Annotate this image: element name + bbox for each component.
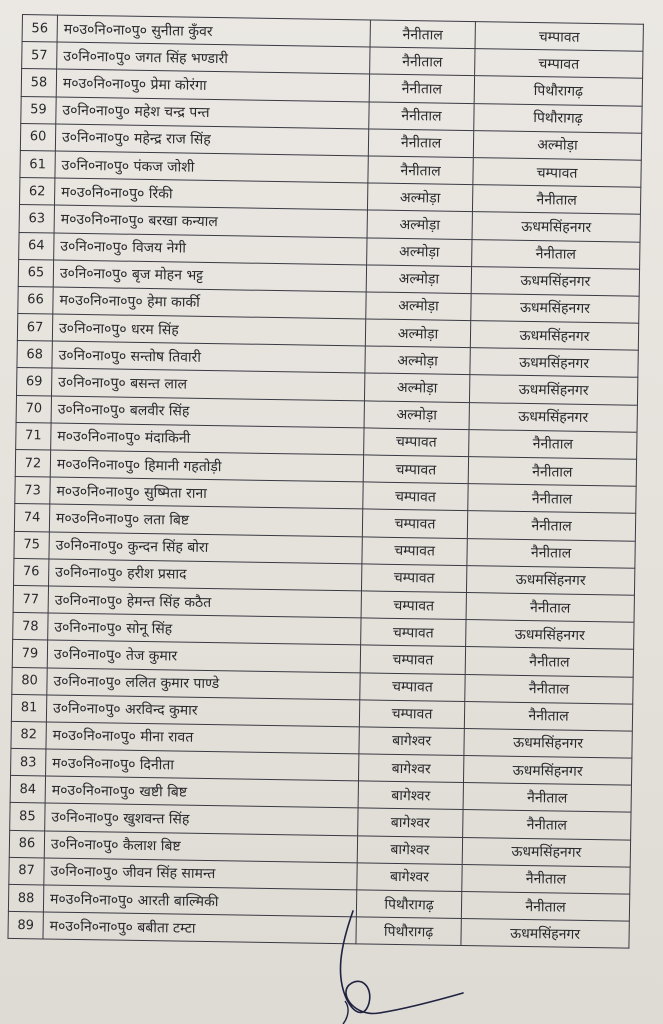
current-district: चम्पावत xyxy=(363,482,468,511)
transfer-district: नैनीताल xyxy=(465,647,633,677)
current-district: अल्मोड़ा xyxy=(364,373,469,402)
row-number: 82 xyxy=(11,721,46,749)
current-district: चम्पावत xyxy=(363,455,468,484)
row-number: 80 xyxy=(12,667,47,695)
row-number: 78 xyxy=(13,613,48,641)
row-number: 77 xyxy=(13,585,48,613)
current-district: नैनीताल xyxy=(368,129,473,158)
officer-name: म०उ०नि०ना०पु० लता बिष्ट xyxy=(49,504,362,536)
current-district: चम्पावत xyxy=(361,591,466,620)
current-district: पिथौरागढ़ xyxy=(356,917,461,946)
current-district: नैनीताल xyxy=(369,102,474,131)
officer-name: उ०नि०ना०पु० बृज मोहन भट्ट xyxy=(53,260,366,292)
row-number: 60 xyxy=(20,123,55,151)
current-district: अल्मोड़ा xyxy=(367,183,472,212)
transfer-district: ऊधमसिंहनगर xyxy=(463,756,631,786)
transfer-district: नैनीताल xyxy=(472,239,640,269)
officer-name: म०उ०नि०ना०पु० मीना रावत xyxy=(46,722,359,754)
officer-name: उ०नि०ना०पु० जीवन सिंह सामन्त xyxy=(44,858,357,890)
current-district: चम्पावत xyxy=(361,618,466,647)
officer-name: उ०नि०ना०पु० विजय नेगी xyxy=(54,233,367,265)
current-district: चम्पावत xyxy=(364,428,469,457)
row-number: 83 xyxy=(11,748,46,776)
current-district: नैनीताल xyxy=(370,47,475,76)
officer-name: उ०नि०ना०पु० बलवीर सिंह xyxy=(51,396,364,428)
current-district: अल्मोड़ा xyxy=(367,210,472,239)
transfer-district: ऊधमसिंहनगर xyxy=(472,212,640,242)
transfer-district: ऊधमसिंहनगर xyxy=(469,375,637,405)
row-number: 62 xyxy=(20,178,55,206)
transfer-district: नैनीताल xyxy=(462,864,630,894)
current-district: नैनीताल xyxy=(369,74,474,103)
row-number: 89 xyxy=(8,912,43,940)
current-district: अल्मोड़ा xyxy=(366,265,471,294)
row-number: 66 xyxy=(18,286,53,314)
row-number: 68 xyxy=(17,341,52,369)
transfer-district: ऊधमसिंहनगर xyxy=(470,321,638,351)
current-district: चम्पावत xyxy=(360,645,465,674)
officer-name: उ०नि०ना०पु० महेन्द्र राज सिंह xyxy=(55,124,368,156)
row-number: 65 xyxy=(18,259,53,287)
transfer-district: ऊधमसिंहनगर xyxy=(462,837,630,867)
current-district: नैनीताल xyxy=(370,20,475,49)
row-number: 59 xyxy=(21,96,56,124)
current-district: अल्मोड़ा xyxy=(365,319,470,348)
transfer-district: ऊधमसिंहनगर xyxy=(471,266,639,296)
row-number: 86 xyxy=(9,830,44,858)
row-number: 85 xyxy=(10,803,45,831)
officer-name: म०उ०नि०ना०पु० दिनीता xyxy=(46,749,359,781)
transfer-district: ऊधमसिंहनगर xyxy=(466,565,634,595)
officer-name: उ०नि०ना०पु० हरीश प्रसाद xyxy=(49,559,362,591)
current-district: चम्पावत xyxy=(361,564,466,593)
officer-name: म०उ०नि०ना०पु० हेमा कार्की xyxy=(53,287,366,319)
row-number: 69 xyxy=(17,368,52,396)
current-district: अल्मोड़ा xyxy=(367,237,472,266)
officer-name: उ०नि०ना०पु० तेज कुमार xyxy=(47,640,360,672)
transfer-district: नैनीताल xyxy=(466,592,634,622)
row-number: 56 xyxy=(22,15,57,43)
officer-name: म०उ०नि०ना०पु० हिमानी गहतोड़ी xyxy=(50,450,363,482)
transfer-district: नैनीताल xyxy=(472,185,640,215)
current-district: अल्मोड़ा xyxy=(364,401,469,430)
officer-name: उ०नि०ना०पु० बसन्त लाल xyxy=(52,368,365,400)
row-number: 87 xyxy=(9,857,44,885)
officer-name: म०उ०नि०ना०पु० सुनीता कुँवर xyxy=(57,15,370,47)
officer-name: म०उ०नि०ना०पु० बबीता टम्टा xyxy=(43,912,356,944)
officer-name: उ०नि०ना०पु० कुन्दन सिंह बोरा xyxy=(49,532,362,564)
row-number: 79 xyxy=(12,640,47,668)
current-district: अल्मोड़ा xyxy=(365,346,470,375)
transfer-district: पिथौरागढ़ xyxy=(474,76,642,106)
row-number: 67 xyxy=(17,314,52,342)
row-number: 72 xyxy=(15,449,50,477)
officer-name: म०उ०नि०ना०पु० सुष्मिता राना xyxy=(50,477,363,509)
transfer-district: नैनीताल xyxy=(468,484,636,514)
row-number: 64 xyxy=(19,232,54,260)
transfer-district: चम्पावत xyxy=(475,22,643,52)
current-district: चम्पावत xyxy=(359,700,464,729)
officer-name: उ०नि०ना०पु० अरविन्द कुमार xyxy=(46,695,359,727)
current-district: अल्मोड़ा xyxy=(366,292,471,321)
transfer-district: नैनीताल xyxy=(469,429,637,459)
officer-name: म०उ०नि०ना०पु० बरखा कन्याल xyxy=(54,205,367,237)
officer-name: म०उ०नि०ना०पु० प्रेमा कोरंगा xyxy=(56,69,369,101)
row-number: 75 xyxy=(14,531,49,559)
officer-name: उ०नि०ना०पु० महेश चन्द्र पन्त xyxy=(56,97,369,129)
transfer-district: पिथौरागढ़ xyxy=(474,103,642,133)
officer-name: उ०नि०ना०पु० सोनू सिंह xyxy=(48,613,361,645)
row-number: 73 xyxy=(15,477,50,505)
transfer-district: चम्पावत xyxy=(475,49,643,79)
officer-name: उ०नि०ना०पु० ललित कुमार पाण्डे xyxy=(47,667,360,699)
row-number: 88 xyxy=(8,884,43,912)
officer-name: उ०नि०ना०पु० खुशवन्त सिंह xyxy=(45,803,358,835)
current-district: पिथौरागढ़ xyxy=(356,890,461,919)
row-number: 70 xyxy=(16,395,51,423)
transfer-district: नैनीताल xyxy=(461,892,629,922)
current-district: बागेश्वर xyxy=(357,863,462,892)
current-district: बागेश्वर xyxy=(358,781,463,810)
transfer-district: अल्मोड़ा xyxy=(473,130,641,160)
transfer-district: ऊधमसिंहनगर xyxy=(469,402,637,432)
officer-name: म०उ०नि०ना०पु० मंदाकिनी xyxy=(51,423,364,455)
row-number: 63 xyxy=(19,205,54,233)
officer-name: म०उ०नि०ना०पु० आरती बाल्मिकी xyxy=(43,885,356,917)
row-number: 76 xyxy=(14,558,49,586)
transfer-district: ऊधमसिंहनगर xyxy=(471,293,639,323)
current-district: बागेश्वर xyxy=(358,808,463,837)
officer-name: म०उ०नि०ना०पु० खष्टी बिष्ट xyxy=(45,776,358,808)
row-number: 71 xyxy=(16,422,51,450)
transfer-district: ऊधमसिंहनगर xyxy=(461,919,629,949)
transfer-district: नैनीताल xyxy=(468,457,636,487)
officer-name: उ०नि०ना०पु० हेमन्त सिंह कठैत xyxy=(48,586,361,618)
officer-name: म०उ०नि०ना०पु० रिंकी xyxy=(54,178,367,210)
row-number: 57 xyxy=(22,42,57,70)
transfer-district: नैनीताल xyxy=(463,783,631,813)
row-number: 61 xyxy=(20,150,55,178)
row-number: 81 xyxy=(11,694,46,722)
transfer-district: नैनीताल xyxy=(467,511,635,541)
row-number: 58 xyxy=(21,69,56,97)
transfer-district: ऊधमसिंहनगर xyxy=(464,728,632,758)
transfer-district: नैनीताल xyxy=(464,701,632,731)
transfer-district: नैनीताल xyxy=(467,538,635,568)
transfer-district: ऊधमसिंहनगर xyxy=(466,620,634,650)
row-number: 84 xyxy=(10,776,45,804)
transfer-district: ऊधमसिंहनगर xyxy=(470,348,638,378)
officer-name: उ०नि०ना०पु० सन्तोष तिवारी xyxy=(52,341,365,373)
current-district: चम्पावत xyxy=(362,536,467,565)
officer-name: उ०नि०ना०पु० धरम सिंह xyxy=(52,314,365,346)
current-district: चम्पावत xyxy=(360,672,465,701)
officer-name: उ०नि०ना०पु० कैलाश बिष्ट xyxy=(44,831,357,863)
transfer-table xyxy=(7,14,643,949)
officer-name: उ०नि०ना०पु० पंकज जोशी xyxy=(55,151,368,183)
row-number: 74 xyxy=(14,504,49,532)
transfer-district: चम्पावत xyxy=(473,158,641,188)
transfer-list-sheet xyxy=(7,14,643,949)
current-district: चम्पावत xyxy=(362,509,467,538)
current-district: नैनीताल xyxy=(368,156,473,185)
current-district: बागेश्वर xyxy=(359,727,464,756)
current-district: बागेश्वर xyxy=(357,835,462,864)
current-district: बागेश्वर xyxy=(358,754,463,783)
officer-name: उ०नि०ना०पु० जगत सिंह भण्डारी xyxy=(57,42,370,74)
transfer-district: नैनीताल xyxy=(465,674,633,704)
transfer-district: नैनीताल xyxy=(463,810,631,840)
transfer-table-body xyxy=(8,15,643,949)
